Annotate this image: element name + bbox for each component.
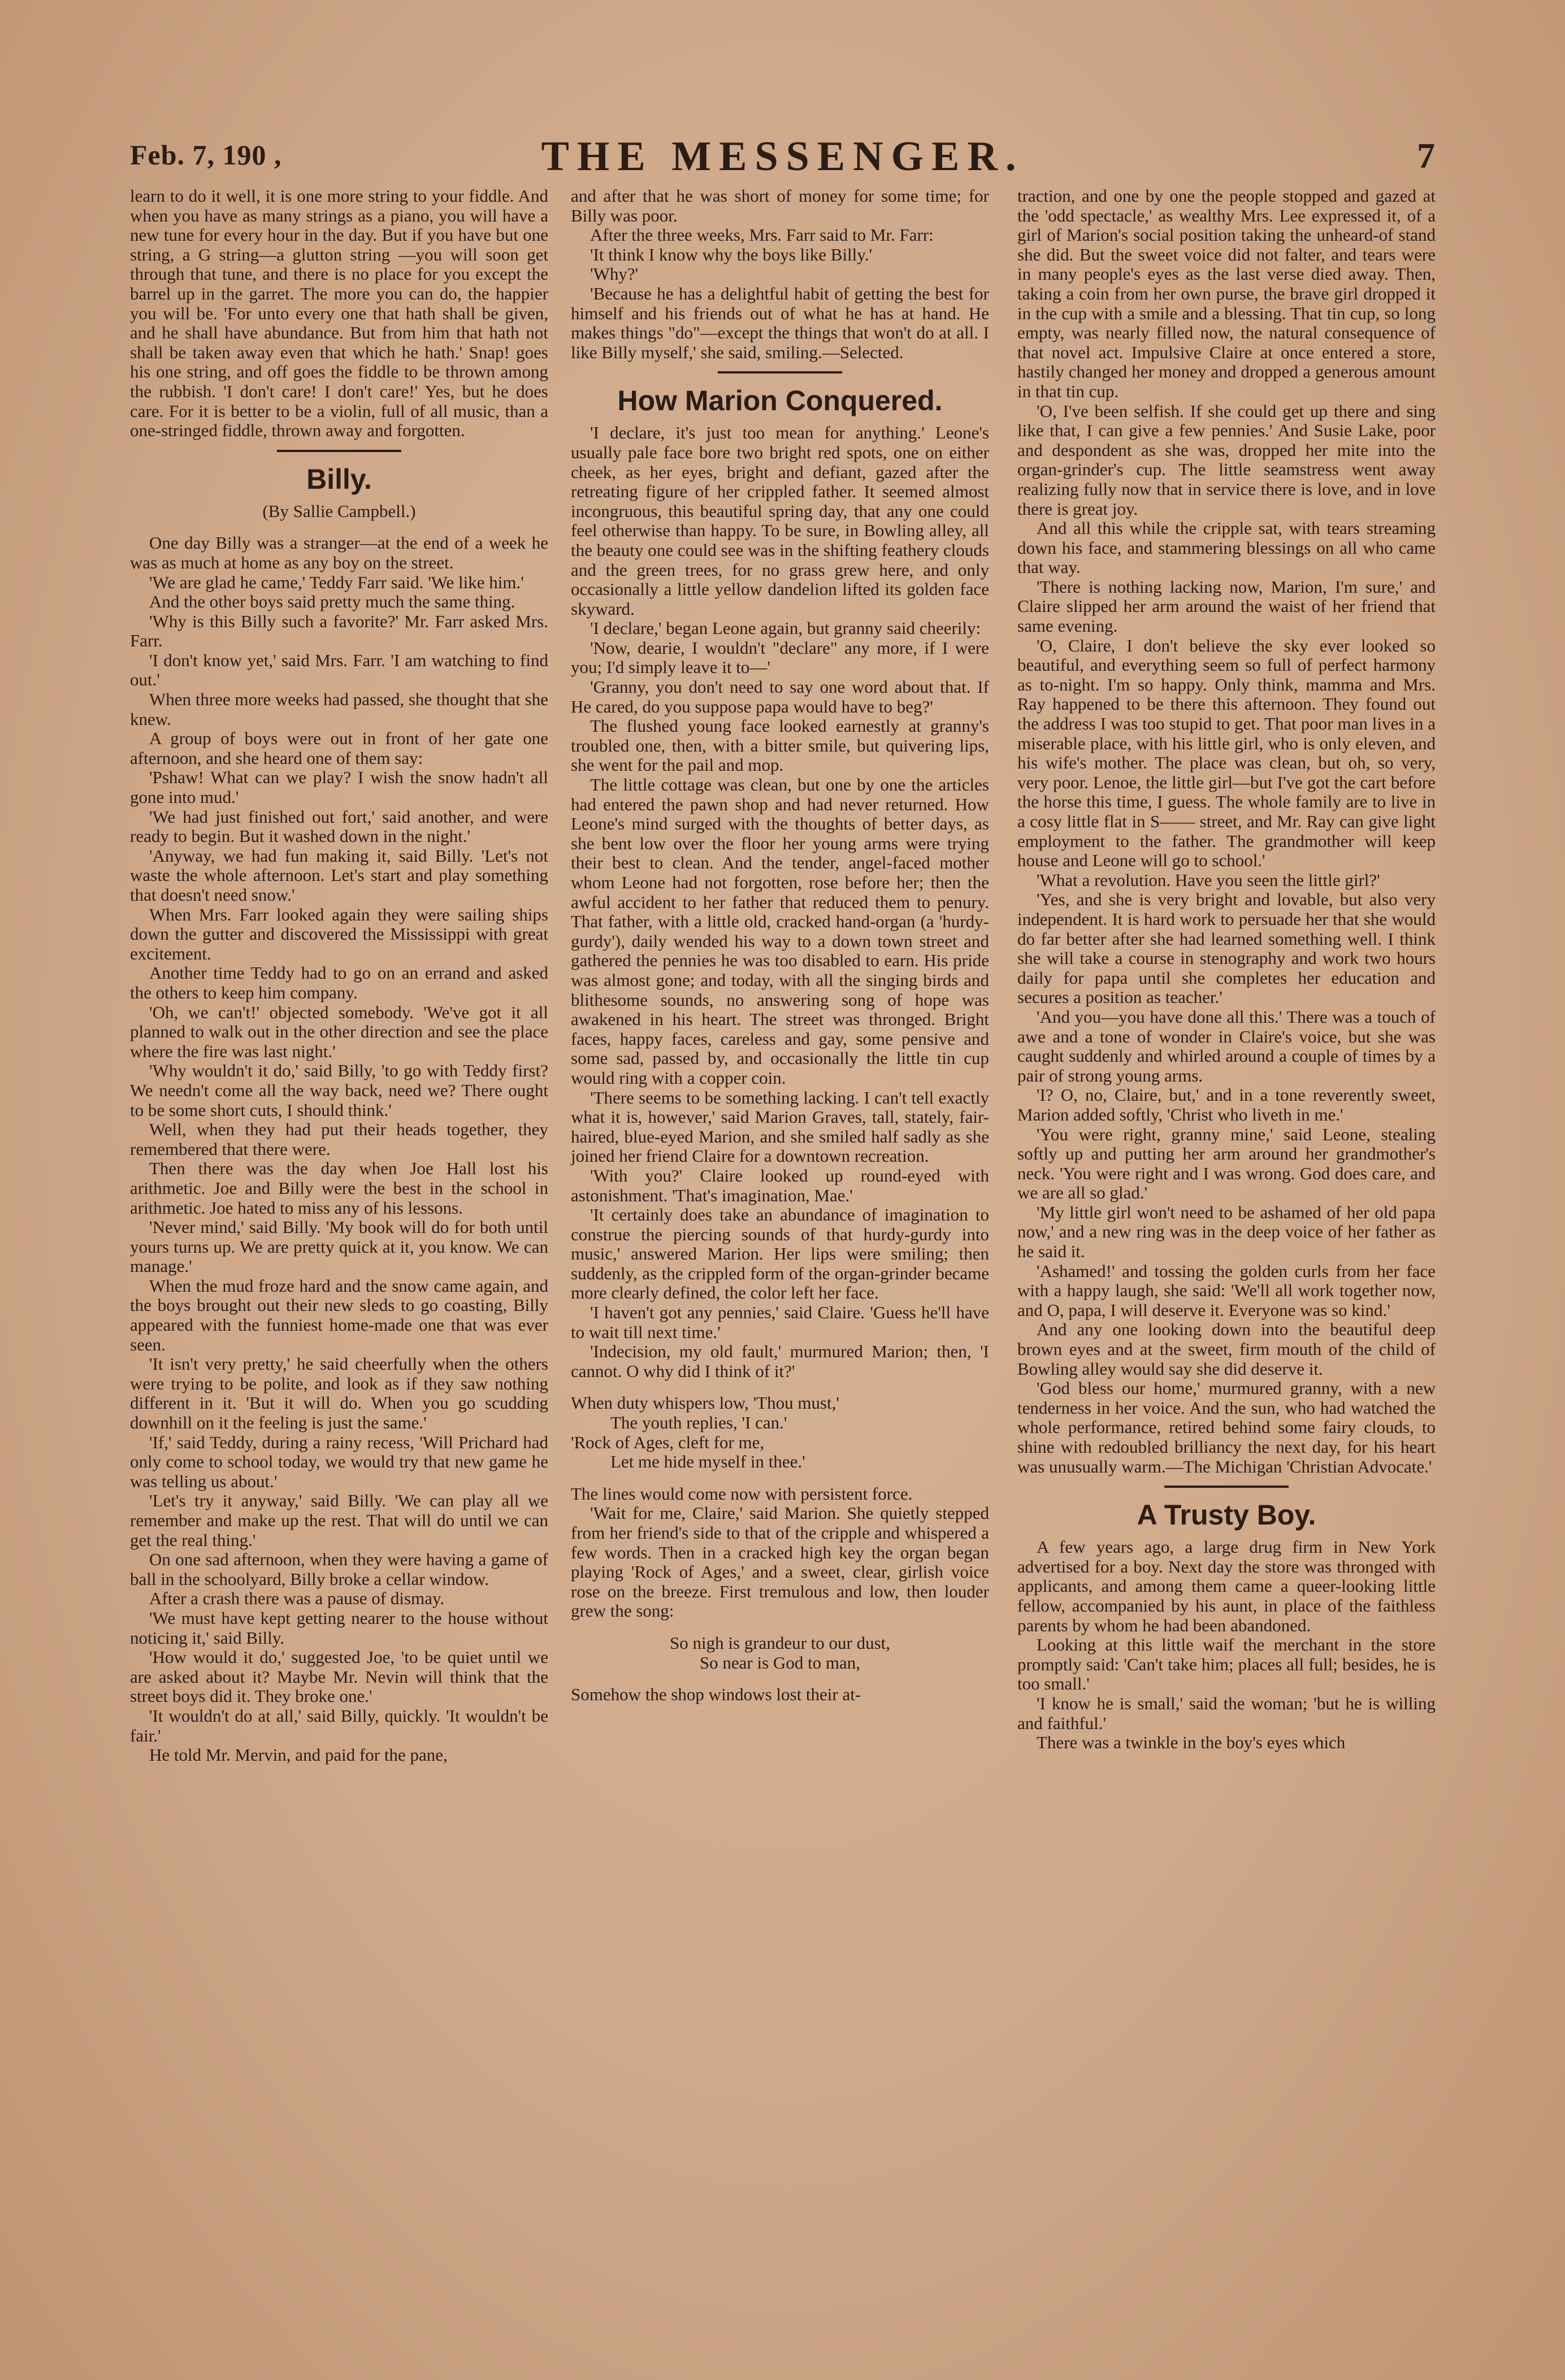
paragraph: traction, and one by one the people stopped and gazed at the 'odd spectacle,' as wealthy Mrs. Lee expressed it, of a girl of Marion's social position taking the unheard-of stand she did. But the sweet voice did not falter, and tears were in many people's eyes as the last verse died away. Then, taking a coin from her own purse, the brave girl dropped it in the cup with a smile and a blessing. That tin cup, so long empty, was nearly filled now, the natural consequence of that novel act. Impulsive Claire at once entered a store, hastily changed her money and dropped a generous amount in that tin cup. [1017, 186, 1436, 401]
paragraph: 'If,' said Teddy, during a rainy recess, 'Will Prichard had only come to school today, we would try that new game he was telling us about.' [130, 1432, 548, 1491]
column-1 [130, 186, 548, 1765]
marion-continuation [1017, 186, 1436, 1476]
paragraph: and after that he was short of money for some time; for Billy was poor. [571, 186, 989, 225]
paragraph: 'Indecision, my old fault,' murmured Marion; then, 'I cannot. O why did I think of it?' [571, 1341, 989, 1381]
paragraph: 'Yes, and she is very bright and lovable, but also very independent. It is hard work to persuade her that she would do far better after she had learned something well. I think she will take a course in stenography and work two hours daily for papa until she completes her education and secures a position as teacher.' [1017, 889, 1436, 1007]
paragraph: 'O, Claire, I don't believe the sky ever looked so beautiful, and everything seem so full of perfect harmony as to-night. I'm so happy. Only think, mamma and Mrs. Ray happened to be there this afternoon. They found out the address I was too stupid to get. That poor man lives in a miserable place, with his little girl, who is only eleven, and his wife's mother. The place was clean, but oh, so very, very poor. Lenoe, the little girl—but I've got the cart before the horse this time, I guess. The whole family are to live in a cosy little flat in S—— street, and Mr. Ray can give light employment to the father. The grandmother will keep house and Leone will go to school.' [1017, 635, 1436, 871]
paragraph: 'O, I've been selfish. If she could get up there and sing like that, I can give a few pennies.' And Susie Lake, poor and despondent as she was, dropped her mite into the organ-grinder's cup. The little seamstress went away realizing fully now that in service there is love, and in love there is great joy. [1017, 401, 1436, 519]
paragraph: 'With you?' Claire looked up round-eyed with astonishment. 'That's imagination, Mae.' [571, 1165, 989, 1205]
paragraph: 'I don't know yet,' said Mrs. Farr. 'I am watching to find out.' [130, 650, 548, 690]
billy-continuation [571, 186, 989, 362]
paragraph: 'You were right, granny mine,' said Leone, stealing softly up and putting her arm around her grandmother's neck. 'You were right and I was wrong. God does care, and we are all so glad.' [1017, 1124, 1436, 1203]
paragraph: 'I haven't got any pennies,' said Claire. 'Guess he'll have to wait till next time.' [571, 1302, 989, 1342]
paragraph: 'Wait for me, Claire,' said Marion. She quietly stepped from her friend's side to that of the cripple and whispered a few words. Then in a cracked high key the organ began playing 'Rock of Ages,' and a sweet, clear, girlish voice rose on the breeze. First tremulous and low, then louder grew the song: [571, 1503, 989, 1621]
paragraph: 'Ashamed!' and tossing the golden curls from her face with a happy laugh, she said: 'We'll all work together now, and O, papa, I will deserve it. Everyone was so kind.' [1017, 1261, 1436, 1320]
paragraph: 'What a revolution. Have you seen the little girl?' [1037, 870, 1380, 890]
paragraph: 'Let's try it anyway,' said Billy. 'We can play all we remember and make up the rest. That will do until we can get the real thing.' [130, 1491, 548, 1550]
paragraph: 'Anyway, we had fun making it, said Billy. 'Let's not waste the whole afternoon. Let's start and play something that doesn't need snow.' [130, 845, 548, 905]
paragraph: And all this while the cripple sat, with tears streaming down his face, and stammering blessings on all who came that way. [1017, 518, 1436, 577]
paragraph: 'We are glad he came,' Teddy Farr said. 'We like him.' [149, 572, 524, 592]
paragraph: Another time Teddy had to go on an errand and asked the others to keep him company. [130, 963, 548, 1002]
paragraph: 'Granny, you don't need to say one word about that. If He cared, do you suppose papa would have to beg?' [571, 677, 989, 716]
paragraph: And the other boys said pretty much the same thing. [149, 592, 515, 612]
marion-body [571, 423, 989, 1381]
paragraph: Well, when they had put their heads together, they remembered that there were. [130, 1119, 548, 1159]
billy-body [130, 533, 548, 1765]
article-title-billy: Billy. [306, 463, 372, 495]
paragraph: 'It think I know why the boys like Billy.' [590, 244, 873, 264]
paragraph: When Mrs. Farr looked again they were sailing ships down the gutter and discovered the Mississippi with great excitement. [130, 904, 548, 963]
divider [1164, 1486, 1289, 1488]
paragraph: 'I declare,' began Leone again, but granny said cheerily: [590, 618, 981, 639]
article-continuation: learn to do it well, it is one more string to your fiddle. And when you have as many strings as a piano, you will have a new tune for every hour in the day. But if you have but one string, a G string—a glutton string —you will soon get through that tune, and there is no place for you except the barrel up in the garret. The more you can do, the happier you will be. 'For unto every one that hath shall be given, and he shall have abundance. But from him that hath not shall be taken away even that which he hath.' Snap! goes his one string, and off goes the fiddle to be thrown among the rubbish. 'I don't care! I don't care!' Yes, but he does care. For it is better to be a violin, full of all music, than a one-stringed fiddle, thrown away and forgotten. [130, 186, 548, 441]
paragraph: 'How would it do,' suggested Joe, 'to be quiet until we are asked about it? Maybe Mr. Nevin will think that the street boys did it. They broke one.' [130, 1647, 548, 1706]
masthead-title: THE MESSENGER. [541, 133, 1024, 180]
paragraph: 'It certainly does take an abundance of imagination to construe the piercing sounds of that hurdy-gurdy into music,' answered Marion. Her lips were smiling; then suddenly, as the crippled form of the organ-grinder became more clearly defined, the color left her face. [571, 1205, 989, 1303]
paragraph: When three more weeks had passed, she thought that she knew. [130, 689, 548, 729]
paragraph: 'And you—you have done all this.' There was a touch of awe and a tone of wonder in Claire's voice, but she was caught suddenly and whirled around a couple of times by a pair of strong young arms. [1017, 1006, 1436, 1085]
paragraph: 'Why wouldn't it do,' said Billy, 'to go with Teddy first? We needn't come all the way back, need we? There ought to be some short cuts, I should think.' [130, 1061, 548, 1120]
paragraph: He told Mr. Mervin, and paid for the pane, [149, 1745, 448, 1765]
paragraph: When the mud froze hard and the snow came again, and the boys brought out their new sleds to go coasting, Billy appeared with the funniest home-made one that was ever seen. [130, 1275, 548, 1354]
poem-line: So nigh is grandeur to our dust, [669, 1632, 891, 1653]
poem-line: When duty whispers low, 'Thou must,' [571, 1393, 839, 1413]
paragraph: A group of boys were out in front of her gate one afternoon, and she heard one of them say: [130, 728, 548, 768]
paragraph: 'There is nothing lacking now, Marion, I'm sure,' and Claire slipped her arm around the waist of her friend that same evening. [1017, 576, 1436, 636]
poem-line: The youth replies, 'I can.' [610, 1413, 787, 1433]
paragraph: The lines would come now with persistent force. [571, 1483, 913, 1504]
paragraph: 'Now, dearie, I wouldn't "declare" any more, if I were you; I'd simply leave it to—' [571, 637, 989, 677]
paragraph: There was a twinkle in the boy's eyes which [1037, 1732, 1346, 1753]
paragraph: After a crash there was a pause of dismay. [149, 1588, 445, 1609]
byline: (By Sallie Campbell.) [262, 501, 416, 521]
divider [718, 371, 842, 373]
paragraph: On one sad afternoon, when they were having a game of ball in the schoolyard, Billy broke a cellar window. [130, 1549, 548, 1589]
paragraph: One day Billy was a stranger—at the end of a week he was as much at home as any boy on the street. [130, 533, 548, 572]
paragraph: The little cottage was clean, but one by one the articles had entered the pawn shop and had never returned. How Leone's mind surged with the thoughts of better days, as she bent low over the floor her young arms were trying their best to clean. And the tender, angel-faced mother whom Leone had not forgotten, rose before her; then the awful accident to her father that reduced them to penury. That father, with a little old, cracked hand-organ (a 'hurdy-gurdy'), daily wended his way to a down town street and gathered the pennies he was too disabled to earn. His pride was almost gone; and today, with all the singing birds and blithesome sounds, no answering song of hope was awakened in his heart. The street was thronged. Bright faces, happy faces, careless and gay, some pensive and some sad, passed by, and occasionally the little tin cup would ring with a copper coin. [571, 775, 989, 1088]
paragraph: 'Never mind,' said Billy. 'My book will do for both until yours turns up. We are pretty quick at it, you know. We can manage.' [130, 1217, 548, 1276]
paragraph: 'God bless our home,' murmured granny, with a new tenderness in her voice. And the sun, who had watched the whole performance, retired behind some fairy clouds, to shine with redoubled brilliancy the next day, for his heart was unusually warm.—The Michigan 'Christian Advocate.' [1017, 1378, 1436, 1476]
paragraph: 'Oh, we can't!' objected somebody. 'We've got it all planned to walk out in the other direction and see the place where the fire was last night.' [130, 1002, 548, 1061]
poem-line: So near is God to man, [699, 1652, 861, 1673]
paragraph: A few years ago, a large drug firm in New York advertised for a boy. Next day the store was thronged with applicants, and among them came a queer-looking little fellow, accompanied by his aunt, in place of the faithless parents by whom he had been abandoned. [1017, 1537, 1436, 1635]
paragraph: 'I? O, no, Claire, but,' and in a tone reverently sweet, Marion added softly, 'Christ who liveth in me.' [1017, 1085, 1436, 1124]
paragraph: 'We must have kept getting nearer to the house without noticing it,' said Billy. [130, 1608, 548, 1648]
article-title-marion: How Marion Conquered. [617, 385, 943, 417]
paragraph: After the three weeks, Mrs. Farr said to Mr. Farr: [590, 225, 934, 245]
paragraph: And any one looking down into the beautiful deep brown eyes and at the sweet, firm mouth of the child of Bowling alley would say she did deserve it. [1017, 1319, 1436, 1379]
paragraph: Looking at this little waif the merchant in the store promptly said: 'Can't take him; places all full; besides, he is too small.' [1017, 1635, 1436, 1694]
paragraph: 'Because he has a delightful habit of getting the best for himself and his friends out of what he has at hand. He makes things "do"—except the things that won't do at all. I like Billy myself,' she said, smiling.—Selected. [571, 283, 989, 362]
trusty-boy-body [1017, 1538, 1436, 1753]
poem-line: 'Rock of Ages, cleft for me, [571, 1432, 765, 1452]
column-3 [1017, 186, 1436, 1753]
poem-verse-2 [571, 1634, 989, 1673]
paragraph: 'Pshaw! What can we play? I wish the snow hadn't all gone into mud.' [130, 767, 548, 807]
page-number: 7 [1417, 136, 1435, 176]
paragraph: Somehow the shop windows lost their at- [571, 1684, 861, 1705]
paragraph: 'My little girl won't need to be ashamed of her old papa now,' and a new ring was in the deep voice of her father as he said it. [1017, 1202, 1436, 1262]
paragraph: 'There seems to be something lacking. I can't tell exactly what it is, however,' said Marion Graves, tall, stately, fair-haired, blue-eyed Marion, and she smiled half sadly as she joined her friend Claire for a downtown recreation. [571, 1087, 989, 1166]
paragraph: 'Why?' [590, 264, 639, 284]
issue-date: Feb. 7, 190 , [130, 139, 282, 171]
paragraph: 'I declare, it's just too mean for anything.' Leone's usually pale face bore two bright red spots, one on either cheek, as her eyes, bright and defiant, gazed after the retreating figure of her crippled father. It seemed almost incongruous, this beautiful spring day, that any one could feel otherwise than happy. To be sure, in Bowling alley, all the beauty one could see was in the shifting feathery clouds and the green trees, for no grass grew here, and only occasionally a little yellow dandelion lifted its golden face skyward. [571, 423, 989, 619]
paragraph: Then there was the day when Joe Hall lost his arithmetic. Joe and Billy were the best in the school in arithmetic. Joe hated to miss any of his lessons. [130, 1158, 548, 1218]
paragraph: 'We had just finished out fort,' said another, and were ready to begin. But it washed down in the night.' [130, 806, 548, 846]
marion-body-2 [571, 1504, 989, 1621]
paragraph: 'I know he is small,' said the woman; 'but he is willing and faithful.' [1017, 1693, 1436, 1733]
column-2 [571, 186, 989, 1705]
divider [277, 450, 401, 452]
article-title-trusty-boy: A Trusty Boy. [1137, 1499, 1316, 1531]
poem-line: Let me hide myself in thee.' [610, 1452, 805, 1472]
paragraph: 'Why is this Billy such a favorite?' Mr. Farr asked Mrs. Farr. [130, 611, 548, 651]
poem-verse [571, 1393, 989, 1471]
paragraph: 'It wouldn't do at all,' said Billy, quickly. 'It wouldn't be fair.' [130, 1705, 548, 1745]
paragraph: 'It isn't very pretty,' he said cheerfully when the others were trying to be polite, and look as if they saw nothing different in it. 'But it will do. When you go scudding downhill on it the feeling is just the same.' [130, 1354, 548, 1433]
paragraph: The flushed young face looked earnestly at granny's troubled one, then, with a bitter smile, but quivering lips, she went for the pail and mop. [571, 716, 989, 775]
